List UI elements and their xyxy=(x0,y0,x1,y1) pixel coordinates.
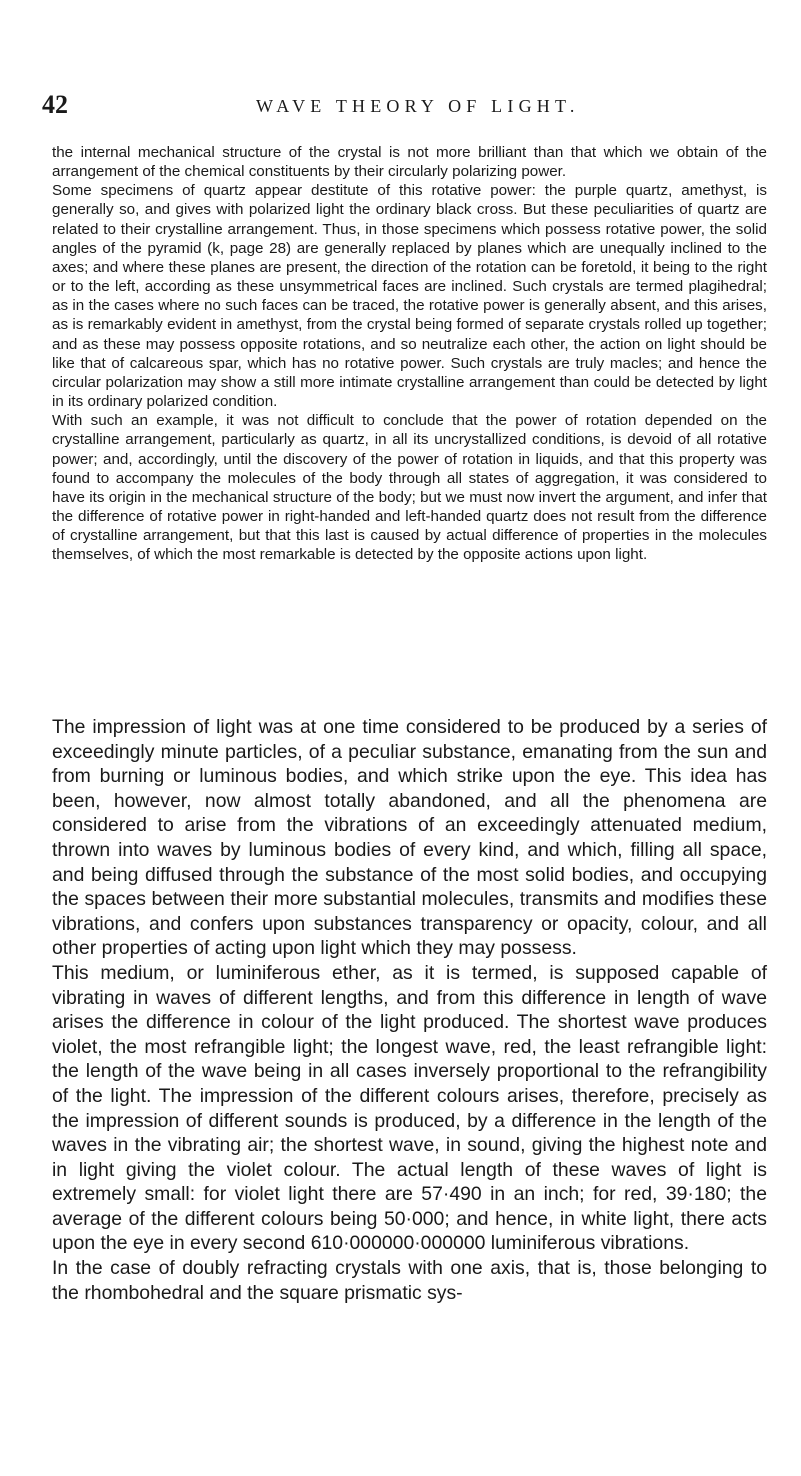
page-number: 42 xyxy=(42,90,68,119)
paragraph: In the case of doubly refracting crystals with one axis, that is, those belonging to the rhombohedral and the square prismatic sys- xyxy=(52,1257,767,1304)
running-head: WAVE THEORY OF LIGHT. xyxy=(256,96,580,116)
paragraph: Some specimens of quartz appear destitute of this rotative power: the purple quartz, amethyst, is generally so, and gives with polarized light the ordinary black cross. But these peculiarities of quartz are related to their crystalline arrangement. Thus, in those specimens which possess rotative power, the solid angles of the pyramid (k, page 28) are generally replaced by planes which are unequally inclined to the axes; and where these planes are present, the direction of the rotation can be foretold, it being to the right or to the left, according as these unsymmetrical faces are inclined. Such crystals are termed plagihedral; as in the cases where no such faces can be traced, the rotative power is generally absent, and this arises, as is remarkably evident in amethyst, from the crystal being formed of separate crystals rolled up together; and as these may possess opposite rotations, and so neutralize each other, the action on light should be like that of calcareous spar, which has no rotative power. Such crystals are truly macles; and hence the circular polarization may show a still more intimate crystalline arrangement than could be detected by light in its ordinary polarized condition. xyxy=(52,182,767,411)
paragraph: This medium, or luminiferous ether, as it is termed, is supposed capable of vibrating in waves of different lengths, and from this difference in length of wave arises the difference in colour of the light produced. The shortest wave produces violet, the most refrangible light; the longest wave, red, the least refrangible light: the length of the wave being in all cases inversely proportional to the refrangibility of the light. The impression of the different colours arises, therefore, precisely as the impression of different sounds is produced, by a difference in the length of the waves in the vibrating air; the shortest wave, in sound, giving the highest note and in light giving the violet colour. The actual length of these waves of light is extremely small: for violet light there are 57·490 in an inch; for red, 39·180; the average of the different colours being 50·000; and hence, in white light, there acts upon the eye in every second 610·000000·000000 luminiferous vibrations. xyxy=(52,961,767,1255)
paragraph: With such an example, it was not difficult to conclude that the power of rotation depended on the crystalline arrangement, particularly as quartz, in all its uncrystallized conditions, is devoid of all rotative power; and, accordingly, until the discovery of the power of rotation in liquids, and that this property was found to accompany the molecules of the body through all states of aggregation, it was considered to have its origin in the mechanical structure of the body; but we must now invert the argument, and infer that the difference of rotative power in right-handed and left-handed quartz does not result from the difference of crystalline arrangement, but that this last is caused by actual difference of properties in the molecules themselves, of which the most remarkable is detected by the opposite actions upon light. xyxy=(52,412,767,564)
paragraph: the internal mechanical structure of the crystal is not more brilliant than that which we obtain of the arrangement of the chemical constituents by their circularly polarizing power. xyxy=(52,144,767,181)
page-header xyxy=(42,88,762,122)
main-type-section xyxy=(52,715,767,1305)
paragraph: The impression of light was at one time considered to be produced by a series of exceedingly minute particles, of a peculiar substance, emanating from the sun and from burning or luminous bodies, and which strike upon the eye. This idea has been, however, now almost totally abandoned, and all the phenomena are considered to arise from the vibrations of an exceedingly attenuated medium, thrown into waves by luminous bodies of every kind, and which, filling all space, and being diffused through the substance of the most solid bodies, and occupying the spaces between their more substantial molecules, transmits and modifies these vibrations, and confers upon substances transparency or opacity, colour, and all other properties of acting upon light which they may possess. xyxy=(52,716,767,960)
small-type-section xyxy=(52,143,767,564)
